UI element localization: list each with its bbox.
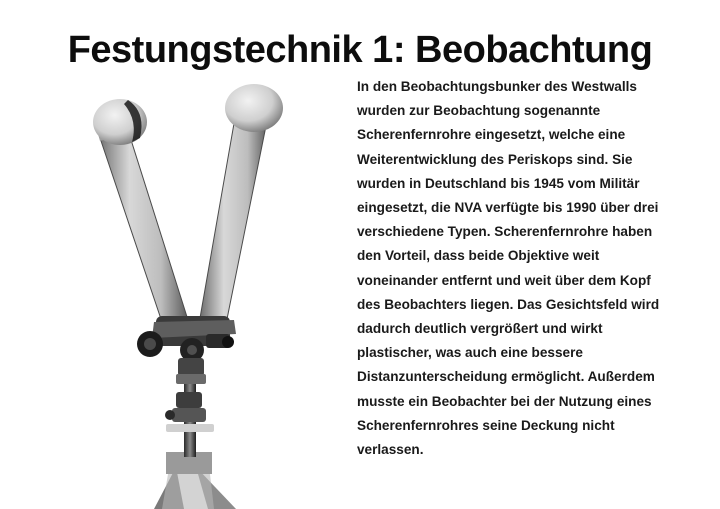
paragraph-line: verlassen. [357,442,424,458]
paragraph-line: den Vorteil, dass beide Objektive weit [357,248,600,264]
page-title: Festungstechnik 1: Beobachtung [67,29,653,72]
paragraph-line: eingesetzt, die NVA verfügte bis 1990 über drei [357,200,659,216]
description-paragraph [357,75,713,462]
left-tube [98,124,188,328]
paragraph-line: plastischer, was auch eine bessere [357,345,583,361]
paragraph-line: wurden in Deutschland bis 1945 vom Militär [357,175,640,191]
paragraph-line: musste ein Beobachter bei der Nutzung eines [357,393,652,409]
right-tube [200,112,268,324]
paragraph-line: wurden zur Beobachtung sogenannte [357,103,601,119]
right-objective-cap [225,84,283,132]
paragraph-line: Scherenfernrohre eingesetzt, welche eine [357,127,626,143]
paragraph-line: dadurch deutlich vergrößert und wirkt [357,321,603,337]
paragraph-line: voneinander entfernt und weit über dem Kopf [357,272,651,288]
paragraph-line: Weiterentwicklung des Periskops sind. Sie [357,151,633,167]
paragraph-line: Scherenfernrohres seine Deckung nicht [357,417,615,433]
paragraph-line: verschiedene Typen. Scherenfernrohre haben [357,224,653,240]
paragraph-line: In den Beobachtungsbunker des Westwalls [357,79,637,94]
scissors-periscope-binocular-icon [58,72,358,509]
clamp-plate [166,424,214,432]
paragraph-line: Distanzunterscheidung ermöglicht. Außerdem [357,369,655,385]
scissors-periscope-photo [58,72,358,509]
paragraph-line: des Beobachters liegen. Das Gesichtsfeld wird [357,296,660,312]
clamp-block [172,408,206,422]
